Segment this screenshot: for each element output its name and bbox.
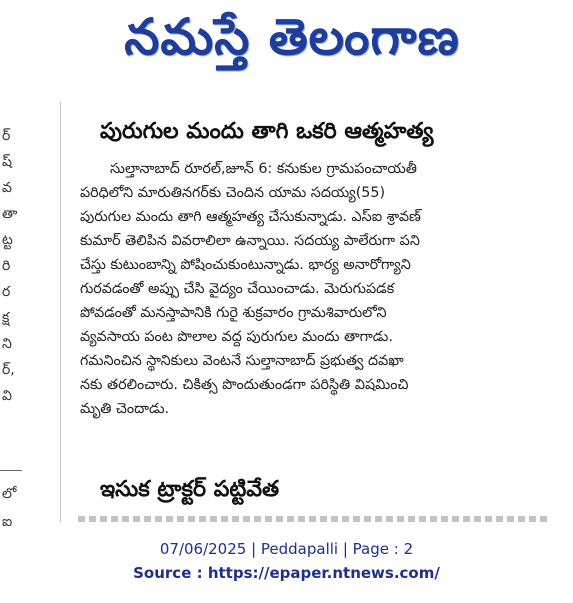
article-line: మృతి చెందాడు. xyxy=(80,401,170,417)
clipped-text-edge xyxy=(78,516,548,522)
fragment-line: ని xyxy=(2,336,12,352)
article-line: పోవడంతో మనస్తాపానికి గురై శుక్రవారం గ్రామశివారులోని xyxy=(80,305,387,321)
article-line: పురుగుల మందు తాగి ఆత్మహత్య చేసుకున్నాడు. ఎస్ఐ శ్రావణ్ xyxy=(80,209,421,225)
next-article-headline: ఇసుక ట్రాక్టర్ పట్టివేత xyxy=(100,477,280,502)
article-line: వ్యవసాయ పంట పొలాల వద్ద పురుగుల మందు తాగాడు. xyxy=(80,329,393,345)
article-line: పరిధిలోని మారుతినగర్‌కు చెందిన యామ సదయ్య(55) xyxy=(80,185,386,201)
article-line: కుమార్ తెలిపిన వివరాలిలా ఉన్నాయి. సదయ్య పాలేరుగా పని xyxy=(80,233,420,249)
article-body xyxy=(80,157,558,457)
fragment-line: క్ష xyxy=(2,310,10,326)
fragment-line: ష్ xyxy=(2,154,12,170)
fragment-line: లో xyxy=(2,486,17,502)
article-line: గమనించిన స్థానికులు వెంటనే సుల్తానాబాద్ ప్రభుత్వ దవఖా xyxy=(80,353,404,369)
column-divider-vertical xyxy=(60,102,61,522)
fragment-line: రి xyxy=(2,258,11,274)
fragment-line: ర్ xyxy=(2,128,11,144)
article-line: సుల్తానాబాద్ రూరల్,జూన్ 6: కనుకుల గ్రామపంచాయతీ xyxy=(110,161,417,177)
fragment-line: ట్ట xyxy=(2,232,13,248)
article-headline: పురుగుల మందు తాగి ఒకరి ఆత్మహత్య xyxy=(100,119,434,144)
article-line: చేస్తు కుటుంబాన్ని పోషించుకుంటున్నాడు. భార్య అనారోగ్యాని xyxy=(80,257,411,273)
fragment-line: ఐ xyxy=(2,514,13,530)
newspaper-masthead xyxy=(0,0,573,80)
fragment-line: ర xyxy=(2,284,11,300)
footer-date-line: 07/06/2025 | Peddapalli | Page : 2 xyxy=(159,540,414,558)
fragment-line: ర్, xyxy=(2,362,15,378)
fragment-line: తా xyxy=(2,206,18,222)
adjacent-column-fragment xyxy=(0,100,22,530)
fragment-line: వ xyxy=(2,180,12,196)
article-line: గురవడంతో అప్పు చేసి వైద్యం చేయించాడు. మెరుగుపడక xyxy=(80,281,395,297)
fragment-line: వి xyxy=(2,388,12,404)
article-line: నకు తరలించారు. చికిత్స పొందుతుండగా పరిస్థితి విషమించి xyxy=(80,377,409,393)
masthead-logo: నమస్తే తెలంగాణ xyxy=(124,8,460,66)
column-divider-horizontal xyxy=(0,470,22,471)
footer-source-line: Source : https://epaper.ntnews.com/ xyxy=(133,564,440,582)
